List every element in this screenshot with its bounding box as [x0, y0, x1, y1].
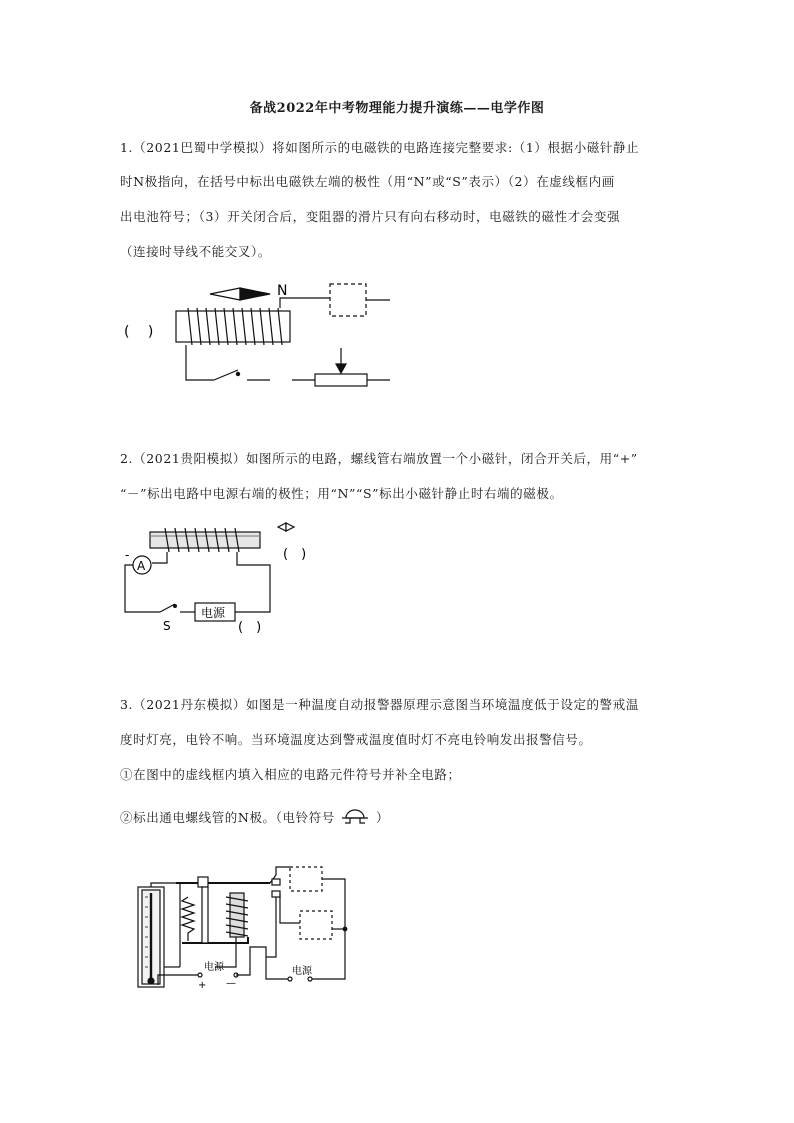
- q1-solenoid-core: [176, 311, 290, 342]
- q1-line-4: （连接时导线不能交叉）。: [120, 244, 271, 259]
- q2-ammeter-label: A: [137, 559, 146, 573]
- q3-line-4-end: ）: [376, 810, 390, 825]
- q1-needle-left: [210, 288, 240, 300]
- q3-lower-dashed-box: [300, 911, 332, 939]
- q1-slider-arrow: [336, 364, 346, 373]
- q2-switch-label: S: [163, 619, 171, 633]
- q1-needle-right: [240, 288, 270, 300]
- q1-line-2: 时N极指向，在括号中标出电磁铁左端的极性（用“N”或“S”表示）（2）在虚线框内画: [120, 174, 615, 189]
- q2-circuit-figure: [115, 515, 345, 640]
- q3-left-source-label: 电源: [204, 962, 224, 973]
- q3-line-1: 3.（2021丹东模拟）如图是一种温度自动报警器原理示意图当环境温度低于设定的警戒温: [120, 697, 639, 712]
- q1-switch-contact: [236, 372, 239, 375]
- q1-line-3: 出电池符号；（3）开关闭合后，变阻器的滑片只有向右移动时，电磁铁的磁性才会变强: [120, 209, 621, 224]
- q1-circuit-figure: [110, 278, 410, 393]
- q1-needle-label: N: [277, 283, 288, 299]
- q3-circuit-figure: [130, 857, 360, 992]
- q2-line-1: 2.（2021贵阳模拟）如图所示的电路，螺线管右端放置一个小磁针，闭合开关后，用“+”: [120, 451, 638, 466]
- q3-line-4-text: ②标出通电螺线管的N极。（电铃符号: [120, 810, 335, 825]
- q3-spring: [182, 897, 194, 941]
- q3-right-source-label: 电源: [292, 966, 312, 977]
- q2-source-label: 电源: [201, 606, 226, 620]
- q3-line-2: 度时灯亮，电铃不响。当环境温度达到警戒温度值时灯不亮电铃响发出报警信号。: [120, 732, 592, 747]
- page-title: 备战2022年中考物理能力提升演练——电学作图: [249, 101, 545, 116]
- q1-bracket: ( ): [124, 324, 154, 340]
- q3-upper-dashed-box: [290, 867, 322, 891]
- q1-battery-dashed-box: [330, 284, 366, 316]
- q2-needle-right: [286, 523, 294, 531]
- q3-line-4: [120, 808, 389, 826]
- q3-plus-sign: +: [198, 980, 207, 991]
- q2-line-2: “－”标出电路中电源右端的极性；用“N”“S”标出小磁针静止时右端的磁极。: [120, 486, 563, 501]
- q2-needle-left: [278, 523, 286, 531]
- q3-minus-sign: —: [226, 978, 236, 989]
- bell-icon: [341, 809, 369, 825]
- q3-line-3: ①在图中的虚线框内填入相应的电路元件符号并补全电路；: [120, 767, 461, 782]
- q2-source-bracket: ( ): [238, 620, 262, 635]
- q1-line-1: 1.（2021巴蜀中学模拟）将如图所示的电磁铁的电路连接完整要求:（1）根据小磁针静止: [120, 140, 640, 155]
- q2-minus-sign: -: [125, 548, 130, 562]
- q2-needle-bracket: ( ): [283, 547, 307, 562]
- q1-rheostat: [315, 374, 367, 386]
